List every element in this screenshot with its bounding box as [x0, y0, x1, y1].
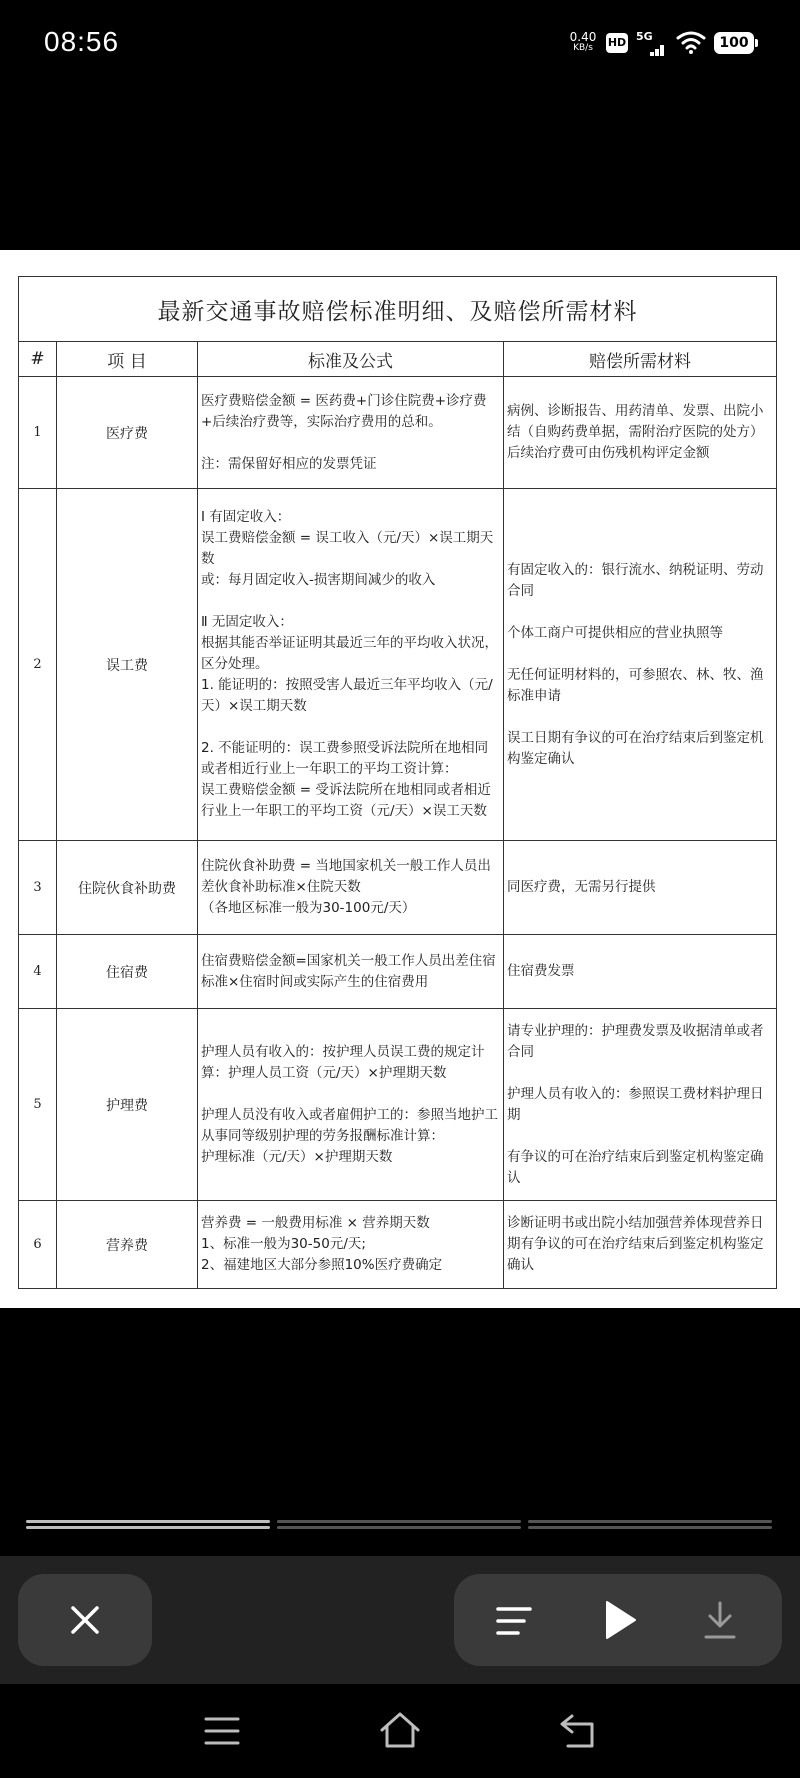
back-icon — [558, 1712, 598, 1750]
row-standard: 住院伙食补助费 = 当地国家机关一般工作人员出差伙食补助标准×住院天数 （各地区标准一般为30-100元/天） — [198, 841, 504, 935]
play-button[interactable] — [588, 1594, 648, 1646]
network-speed — [566, 32, 600, 54]
network-speed-value: 0.40 — [569, 30, 597, 44]
page-indicator — [26, 1518, 776, 1532]
header-number: # — [19, 342, 57, 377]
media-controls — [454, 1574, 782, 1666]
row-standard: 营养费 = 一般费用标准 × 营养期天数 1、标准一般为30-50元/天; 2、福建地区大部分参照10%医疗费确定 — [198, 1201, 504, 1289]
hd-badge: HD — [606, 33, 628, 53]
compensation-table — [18, 276, 777, 1289]
row-materials: 同医疗费，无需另行提供 — [504, 841, 777, 935]
table-row — [19, 935, 777, 1009]
row-item: 住宿费 — [57, 935, 198, 1009]
battery-indicator: 100 — [714, 32, 754, 54]
back-button[interactable] — [552, 1706, 604, 1756]
list-icon — [496, 1606, 532, 1636]
menu-icon — [204, 1716, 240, 1746]
network-type: 5G — [636, 30, 653, 43]
row-standard: 医疗费赔偿金额 = 医药费+门诊住院费+诊疗费+后续治疗费等，实际治疗费用的总和。 注：需保留好相应的发票凭证 — [198, 377, 504, 489]
navigation-bar — [0, 1684, 800, 1778]
action-bar — [0, 1556, 800, 1684]
document-image[interactable] — [0, 250, 800, 1308]
row-number: 3 — [19, 841, 57, 935]
row-number: 5 — [19, 1009, 57, 1201]
table-row — [19, 489, 777, 841]
signal-icon — [636, 30, 664, 56]
row-item: 护理费 — [57, 1009, 198, 1201]
wifi-icon — [676, 30, 706, 54]
menu-button[interactable] — [196, 1708, 248, 1754]
row-item: 医疗费 — [57, 377, 198, 489]
clock: 08:56 — [44, 26, 120, 57]
table-row — [19, 377, 777, 489]
list-button[interactable] — [484, 1594, 544, 1646]
play-icon — [604, 1600, 638, 1640]
document-title: 最新交通事故赔偿标准明细、及赔偿所需材料 — [19, 277, 777, 342]
network-speed-unit: KB/s — [573, 43, 593, 53]
table-row — [19, 841, 777, 935]
row-materials: 请专业护理的：护理费发票及收据清单或者合同 护理人员有收入的：参照误工费材料护理日期 有争议的可在治疗结束后到鉴定机构鉴定确认 — [504, 1009, 777, 1201]
home-button[interactable] — [374, 1704, 426, 1756]
header-materials: 赔偿所需材料 — [504, 342, 777, 377]
row-number: 1 — [19, 377, 57, 489]
page-indicator-segment[interactable] — [26, 1518, 270, 1532]
row-item: 误工费 — [57, 489, 198, 841]
table-row — [19, 1201, 777, 1289]
download-button[interactable] — [690, 1594, 750, 1646]
row-materials: 有固定收入的：银行流水、纳税证明、劳动合同 个体工商户可提供相应的营业执照等 无任何证明材料的，可参照农、林、牧、渔标准申请 误工日期有争议的可在治疗结束后到鉴定机构鉴定确认 — [504, 489, 777, 841]
row-standard: 住宿费赔偿金额=国家机关一般工作人员出差住宿标准×住宿时间或实际产生的住宿费用 — [198, 935, 504, 1009]
row-materials: 诊断证明书或出院小结加强营养体现营养日期有争议的可在治疗结束后到鉴定机构鉴定确认 — [504, 1201, 777, 1289]
home-icon — [378, 1710, 422, 1750]
header-standard: 标准及公式 — [198, 342, 504, 377]
row-item: 住院伙食补助费 — [57, 841, 198, 935]
status-bar — [0, 0, 800, 90]
close-button[interactable] — [18, 1574, 152, 1666]
row-standard: Ⅰ 有固定收入： 误工费赔偿金额 = 误工收入（元/天）×误工期天数 或：每月固定收入-损害期间减少的收入 Ⅱ 无固定收入： 根据其能否举证证明其最近三年的平均收入状况，区分处理。 1. 能证明的：按照受害人最近三年平均收入（元/天）×误工期天数 2. 不能证明的：误工费参照受诉法院所在地相同或者相近行业上一年职工的平均工资计算： 误工费赔偿金额 = 受诉法院所在地相同或者相近行业上一年职工的平均工资（元/天）×误工天数 — [198, 489, 504, 841]
row-number: 4 — [19, 935, 57, 1009]
download-icon — [702, 1600, 738, 1640]
page-indicator-segment[interactable] — [277, 1518, 521, 1532]
table-row — [19, 1009, 777, 1201]
close-icon — [70, 1605, 100, 1635]
row-materials: 病例、诊断报告、用药清单、发票、出院小结（自购药费单据，需附治疗医院的处方） 后续治疗费可由伤残机构评定金额 — [504, 377, 777, 489]
row-number: 2 — [19, 489, 57, 841]
page-indicator-segment[interactable] — [528, 1518, 772, 1532]
row-standard: 护理人员有收入的：按护理人员误工费的规定计算：护理人员工资（元/天）×护理期天数 护理人员没有收入或者雇佣护工的：参照当地护工从事同等级别护理的劳务报酬标准计算： 护理标准（元/天）×护理期天数 — [198, 1009, 504, 1201]
header-item: 项 目 — [57, 342, 198, 377]
row-item: 营养费 — [57, 1201, 198, 1289]
row-number: 6 — [19, 1201, 57, 1289]
row-materials: 住宿费发票 — [504, 935, 777, 1009]
